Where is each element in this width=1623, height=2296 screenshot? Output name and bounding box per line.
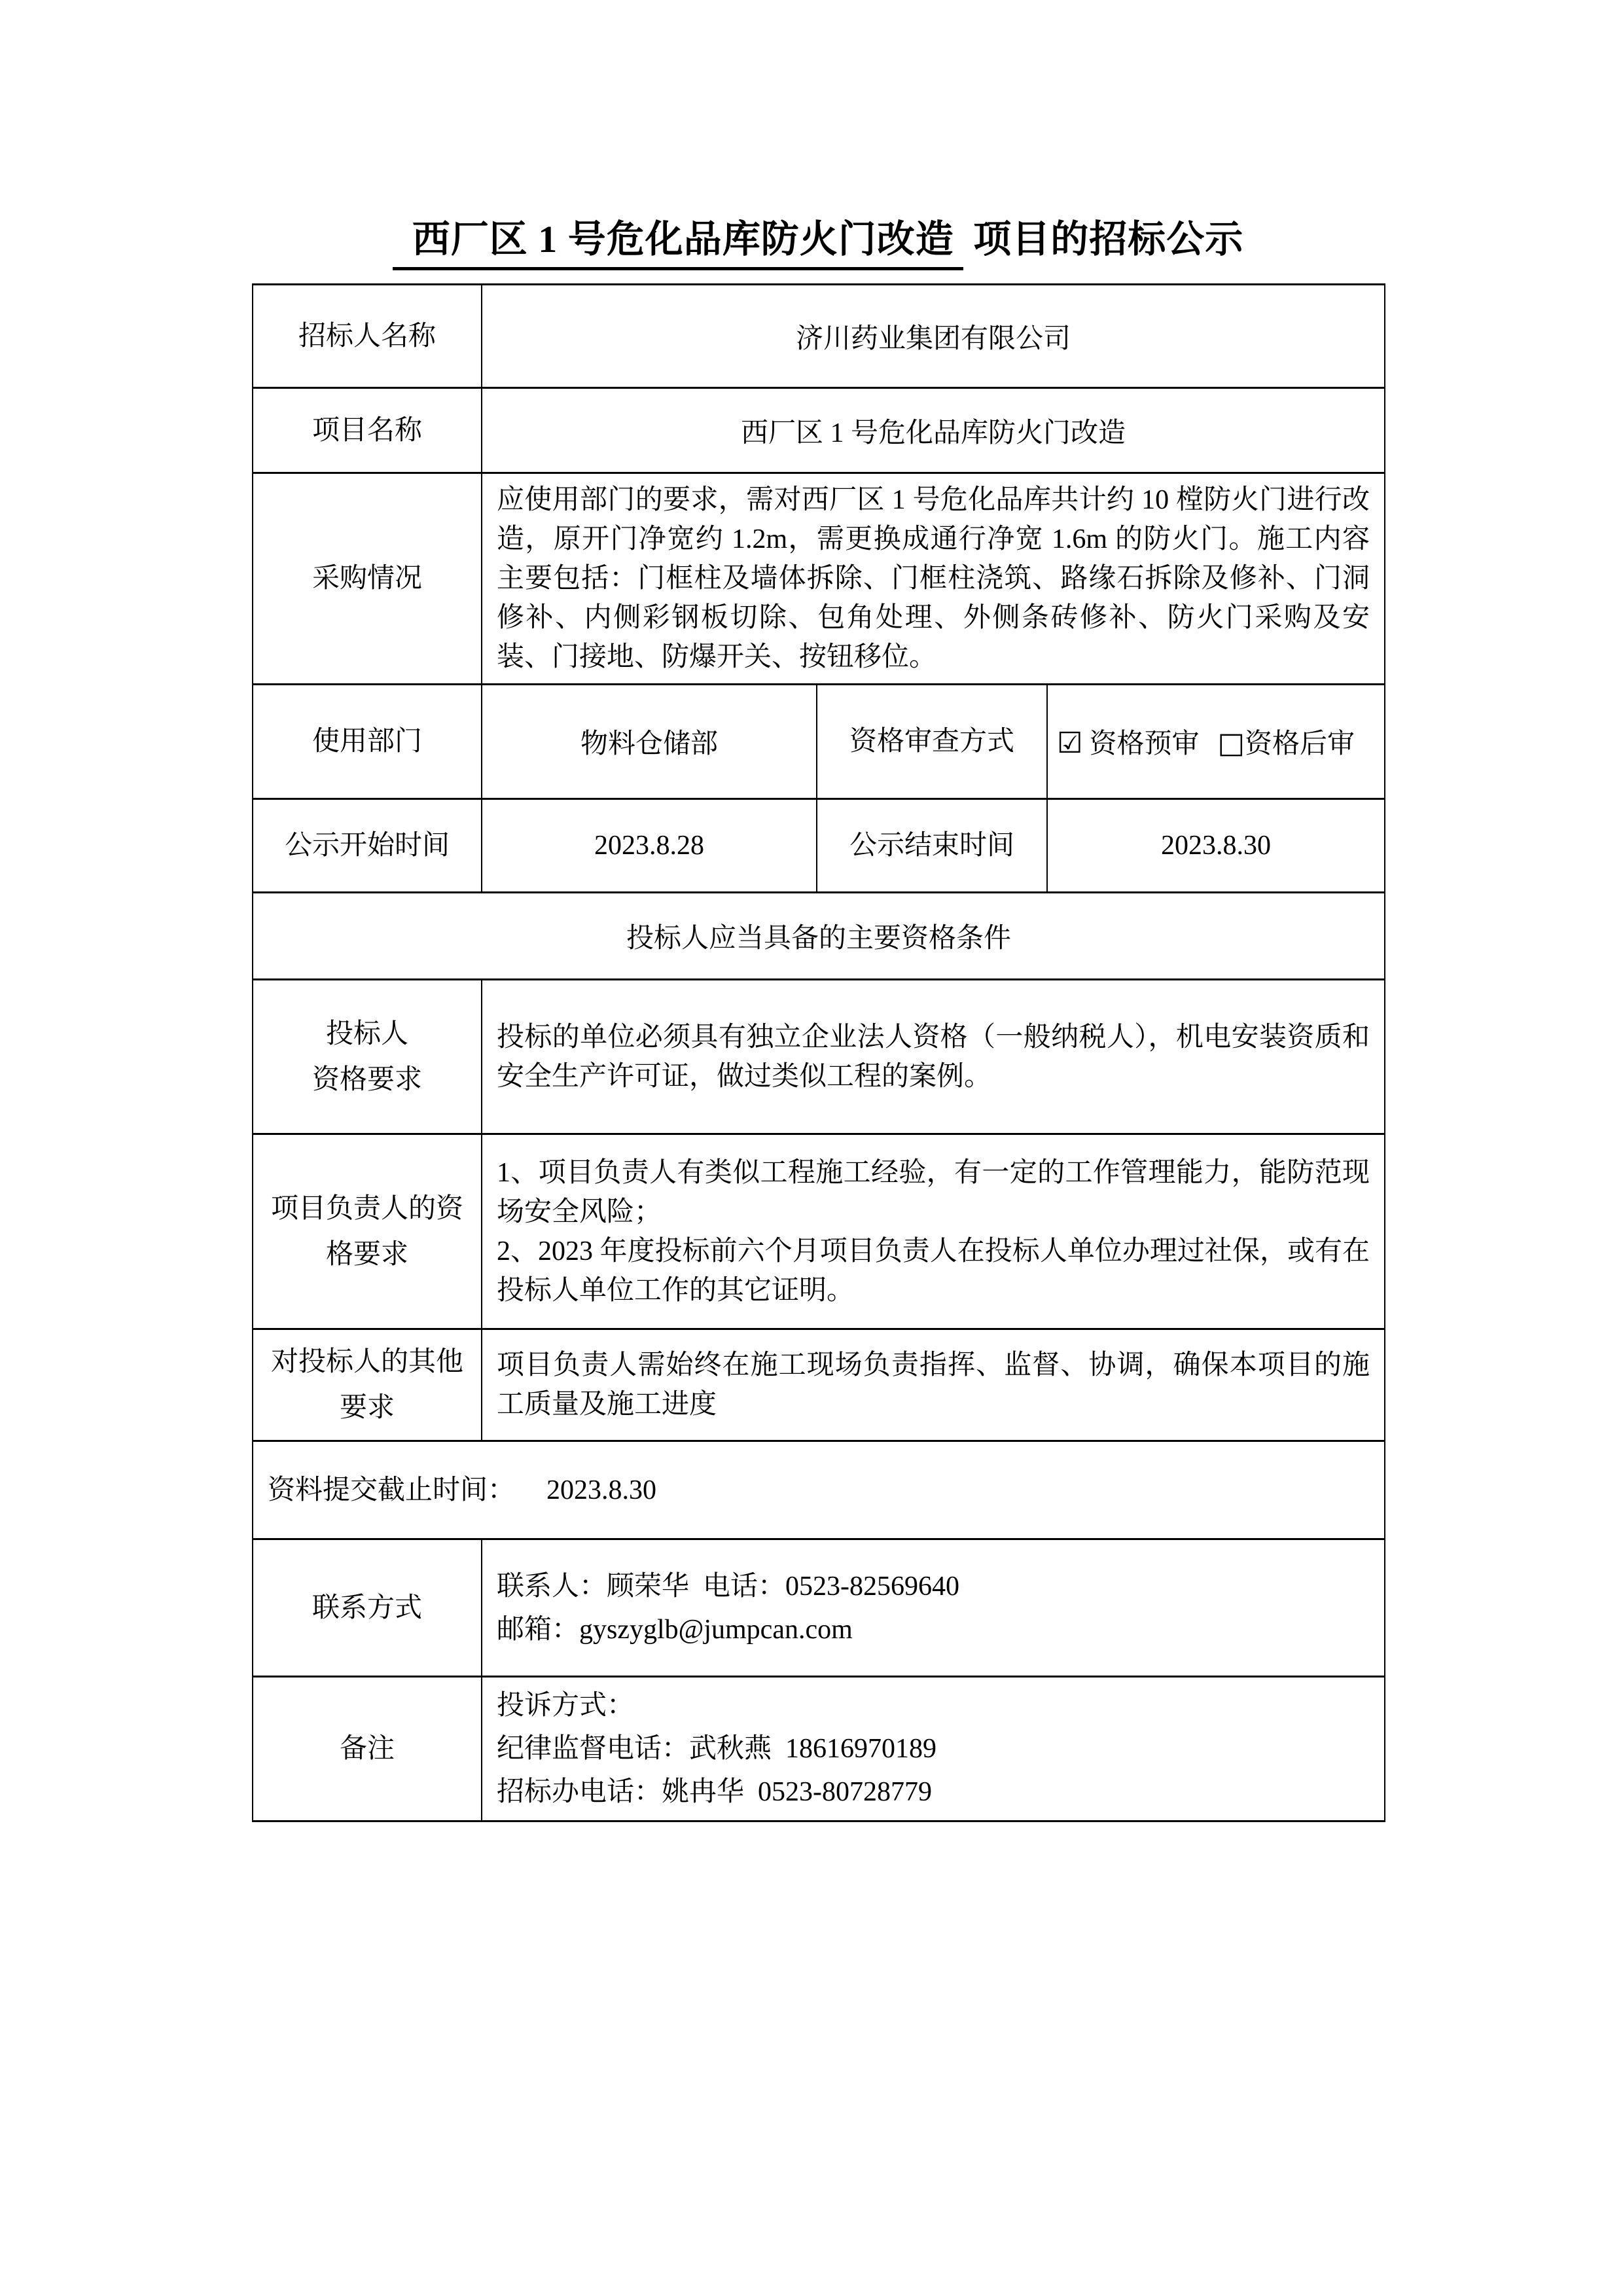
remark-label: 备注 — [253, 1677, 482, 1821]
contact-email: 邮箱：gyszyglb@jumpcan.com — [497, 1614, 853, 1645]
qualification-header: 投标人应当具备的主要资格条件 — [253, 893, 1385, 980]
project-name-value: 西厂区 1 号危化品库防火门改造 — [482, 388, 1385, 473]
publicity-start-label: 公示开始时间 — [253, 799, 482, 893]
post-review-checkbox-unchecked: □ — [1217, 726, 1245, 760]
bidder-name-label: 招标人名称 — [253, 285, 482, 388]
table-row-department-review — [253, 685, 1385, 799]
project-name-label: 项目名称 — [253, 388, 482, 473]
table-row-bidder-qualification — [253, 980, 1385, 1134]
manager-qualification-value — [482, 1134, 1385, 1329]
publicity-start-value: 2023.8.28 — [482, 799, 817, 893]
table-row-deadline — [253, 1441, 1385, 1539]
table-row-bidder-name — [253, 285, 1385, 388]
other-requirements-value: 项目负责人需始终在施工现场负责指挥、监督、协调，确保本项目的施工质量及施工进度 — [482, 1329, 1385, 1441]
bidder-qualification-label-line2: 资格要求 — [312, 1064, 422, 1095]
procurement-label: 采购情况 — [253, 473, 482, 685]
remark-bid-office-phone: 招标办电话：姚冉华 0523-80728779 — [497, 1777, 932, 1807]
pre-review-label: 资格预审 — [1089, 729, 1200, 759]
manager-qualification-item1: 1、项目负责人有类似工程施工经验，有一定的工作管理能力，能防范现场安全风险； — [497, 1157, 1370, 1227]
page-title-rest: 项目的招标公示 — [963, 218, 1244, 260]
remark-discipline-phone: 纪律监督电话：武秋燕 18616970189 — [497, 1734, 937, 1764]
table-row-contact — [253, 1539, 1385, 1677]
table-row-project-name — [253, 388, 1385, 473]
page-title — [245, 208, 1391, 263]
remark-complaint-method: 投诉方式： — [497, 1691, 635, 1721]
review-method-label: 资格审查方式 — [817, 685, 1047, 799]
review-method-value — [1047, 685, 1385, 799]
bidder-name-value: 济川药业集团有限公司 — [482, 285, 1385, 388]
manager-qualification-label: 项目负责人的资格要求 — [253, 1134, 482, 1329]
bidder-qualification-label — [253, 980, 482, 1134]
table-row-other-requirements — [253, 1329, 1385, 1441]
other-requirements-label: 对投标人的其他要求 — [253, 1329, 482, 1441]
bidder-qualification-label-line1: 投标人 — [325, 1018, 408, 1049]
post-review-label: 资格后审 — [1245, 729, 1355, 759]
table-row-publicity-dates — [253, 799, 1385, 893]
publicity-end-value: 2023.8.30 — [1047, 799, 1385, 893]
contact-person-phone: 联系人：顾荣华 电话：0523-82569640 — [497, 1571, 959, 1602]
deadline-cell — [253, 1441, 1385, 1539]
procurement-value: 应使用部门的要求，需对西厂区 1 号危化品库共计约 10 樘防火门进行改造，原开门净宽约 1.2m，需更换成通行净宽 1.6m 的防火门。施工内容主要包括：门框柱及墙体拆除、门框柱浇筑、路缘石拆除及修补、门洞修补、内侧彩钢板切除、包角处理、外侧条砖修补、防火门采购及安装、门接地、防爆开关、按钮移位。 — [482, 473, 1385, 685]
table-row-procurement — [253, 473, 1385, 685]
table-row-manager-qualification — [253, 1134, 1385, 1329]
table-row-qualification-header — [253, 893, 1385, 980]
deadline-value: 2023.8.30 — [546, 1475, 657, 1505]
contact-value — [482, 1539, 1385, 1677]
pre-review-checkbox-checked: ☑ — [1057, 726, 1083, 760]
contact-label: 联系方式 — [253, 1539, 482, 1677]
manager-qualification-item2: 2、2023 年度投标前六个月项目负责人在投标人单位办理过社保，或有在投标人单位工作的其它证明。 — [497, 1236, 1370, 1306]
publicity-end-label: 公示结束时间 — [817, 799, 1047, 893]
using-department-value: 物料仓储部 — [482, 685, 817, 799]
table-row-remark — [253, 1677, 1385, 1821]
deadline-label: 资料提交截止时间： — [268, 1475, 516, 1505]
using-department-label: 使用部门 — [253, 685, 482, 799]
remark-value — [482, 1677, 1385, 1821]
bidder-qualification-value: 投标的单位必须具有独立企业法人资格（一般纳税人），机电安装资质和安全生产许可证，做过类似工程的案例。 — [482, 980, 1385, 1134]
bid-announcement-table — [252, 283, 1385, 1822]
page-title-underlined: 西厂区 1 号危化品库防火门改造 — [393, 218, 963, 270]
